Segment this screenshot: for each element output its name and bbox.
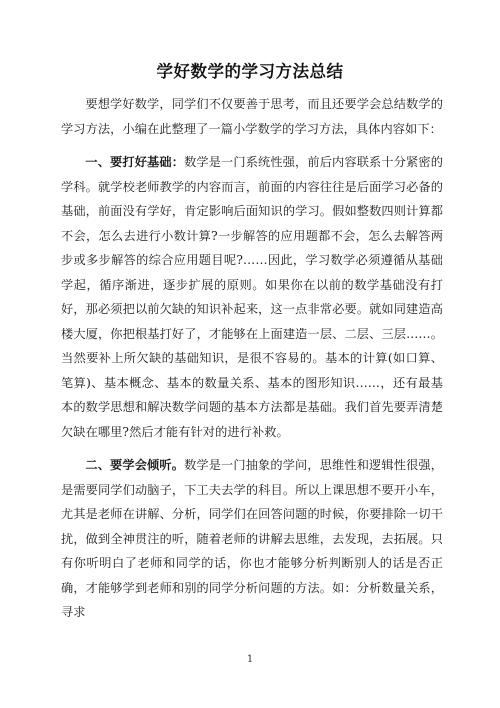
section-paragraph-basics — [61, 150, 443, 444]
section-paragraph-listening — [61, 453, 443, 625]
intro-paragraph: 要想学好数学，同学们不仅要善于思考，而且还要学会总结数学的学习方法，小编在此整理了一篇小学数学的学习方法，具体内容如下： — [61, 97, 443, 136]
document-title: 学好数学的学习方法总结 — [156, 62, 344, 81]
section-body-listening: 数学是一门抽象的学问，思维性和逻辑性很强，是需要同学们动脑子，下工夫去学的科目。所以上课思想不要开小车，尤其是老师在讲解、分析，同学们在回答问题的时候，你要排除一切干扰，做到全神贯注的听，随着老师的讲解去思维，去发现，去拓展。只有你听明白了老师和同学的话，你也才能够分析判断别人的话是否正确，才能够学到老师和别的同学分析问题的方法。如：分析数量关系，寻求 — [61, 458, 443, 619]
document-body — [61, 92, 443, 625]
page-number: 1 — [246, 654, 254, 665]
section-body-basics: 数学是一门系统性强，前后内容联系十分紧密的学科。就学校老师教学的内容而言，前面的内容往往是后面学习必备的基础，前面没有学好，肯定影响后面知识的学习。假如整数四则计算都不会，怎么去进行小数计算?一步解答的应用题都不会，怎么去解答两步或多步解答的综合应用题目呢?……因此，学习数学必须遵循从基础学起，循序渐进，逐步扩展的原则。如果你在以前的数学基础没有打好，那必须把以前欠缺的知识补起来，这一点非常必要。就如同建造高楼大厦，你把根基打好了，才能够在上面建造一层、二层、三层……。当然要补上所欠缺的基础知识，是很不容易的。基本的计算(如口算、笔算)、基本概念、基本的数量关系、基本的图形知识……，还有最基本的数学思想和解决数学问题的基本方法都是基础。我们首先要弄清楚欠缺在哪里?然后才能有针对的进行补救。 — [61, 155, 443, 439]
section-heading-listening: 二、要学会倾听。 — [85, 458, 185, 472]
section-heading-basics: 一、要打好基础： — [85, 155, 185, 169]
